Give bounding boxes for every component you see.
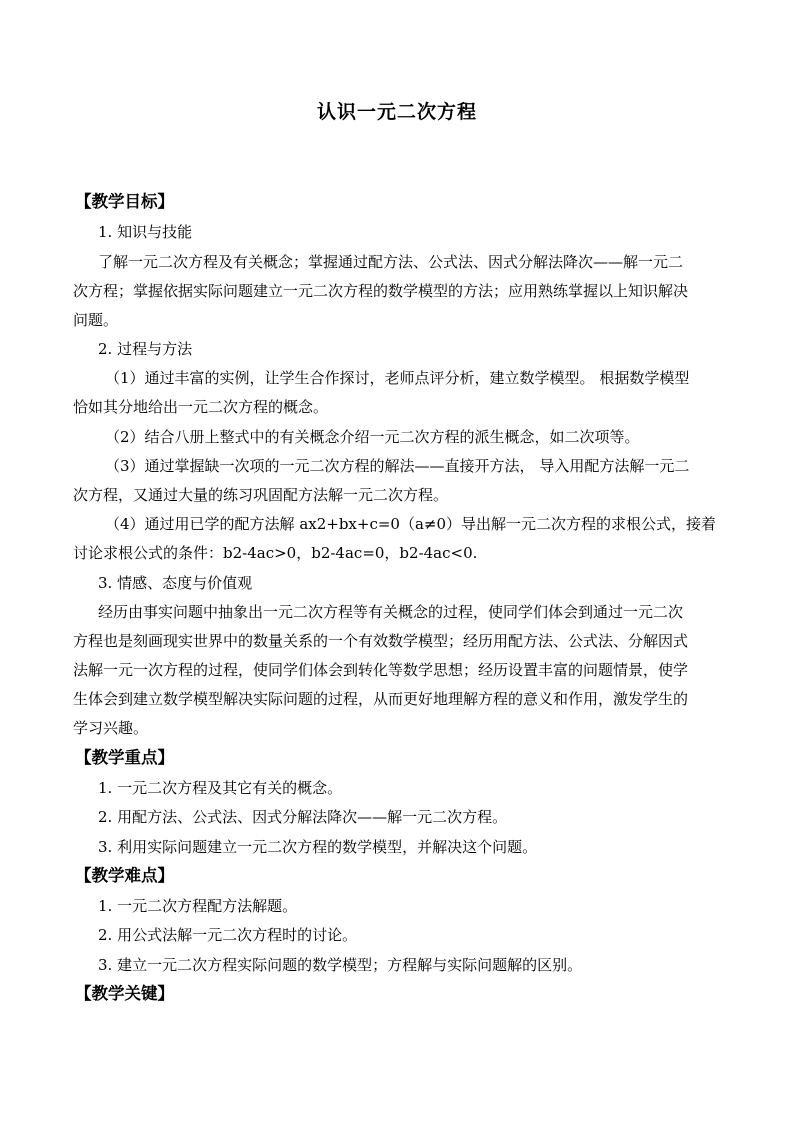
goals-attitude-line-5: 学习兴趣。 [73,719,149,737]
goals-process-line-3: （2）结合八册上整式中的有关概念介绍一元二次方程的派生概念，如二次项等。 [105,428,640,446]
page-title: 认识一元二次方程 [316,101,477,123]
heading-teaching-goals: 【教学目标】 [75,192,174,211]
goals-process-line-6: （4）通过用已学的配方法解 ax2+bx+c=0（a≠0）导出解一元二次方程的求根公式，接着 [105,515,717,533]
goals-process-line-4: （3）通过掌握缺一次项的一元二次方程的解法——直接开方法， 导入用配方法解一元二 [105,457,690,475]
goals-attitude-line-1: 经历由事实问题中抽象出一元二次方程等有关概念的过程，使同学们体会到通过一元二次 [98,603,684,621]
goals-process-line-5: 次方程，又通过大量的练习巩固配方法解一元二次方程。 [73,486,449,504]
heading-teaching-crux: 【教学关键】 [75,984,174,1003]
key-point-2: 2. 用配方法、公式法、因式分解法降次——解一元二次方程。 [98,808,508,826]
goals-knowledge-line-3: 问题。 [73,311,119,329]
difficult-point-1: 1. 一元二次方程配方法解题。 [98,897,298,915]
goals-process-line-2: 恰如其分地给出一元二次方程的概念。 [73,398,329,416]
goals-knowledge-line-1: 了解一元二次方程及有关概念；掌握通过配方法、公式法、因式分解法降次——解一元二 [98,253,684,271]
heading-difficult-points: 【教学难点】 [75,866,174,885]
heading-key-points: 【教学重点】 [75,748,174,767]
goals-knowledge-line-2: 次方程；掌握依据实际问题建立一元二次方程的数学模型的方法；应用熟练掌握以上知识解决 [73,282,689,300]
key-point-1: 1. 一元二次方程及其它有关的概念。 [98,779,343,797]
goals-process-line-1: （1）通过丰富的实例，让学生合作探讨，老师点评分析，建立数学模型。 根据数学模型 [105,369,690,387]
goals-subheading-attitude: 3. 情感、态度与价值观 [98,574,253,592]
goals-subheading-process: 2. 过程与方法 [98,340,193,358]
goals-attitude-line-4: 生体会到建立数学模型解决实际问题的过程，从而更好地理解方程的意义和作用，激发学生的 [73,690,689,708]
difficult-point-2: 2. 用公式法解一元二次方程时的讨论。 [98,926,358,944]
key-point-3: 3. 利用实际问题建立一元二次方程的数学模型，并解决这个问题。 [98,838,538,856]
goals-subheading-knowledge: 1. 知识与技能 [98,223,193,241]
goals-attitude-line-3: 法解一元一次方程的过程，使同学们体会到转化等数学思想；经历设置丰富的问题情景，使学 [73,661,689,679]
difficult-point-3: 3. 建立一元二次方程实际问题的数学模型；方程解与实际问题解的区别。 [98,956,583,974]
goals-process-line-7: 讨论求根公式的条件：b2-4ac>0，b2-4ac=0，b2-4ac<0. [73,544,478,562]
goals-attitude-line-2: 方程也是刻画现实世界中的数量关系的一个有效数学模型；经历用配方法、公式法、分解因式 [73,632,689,650]
